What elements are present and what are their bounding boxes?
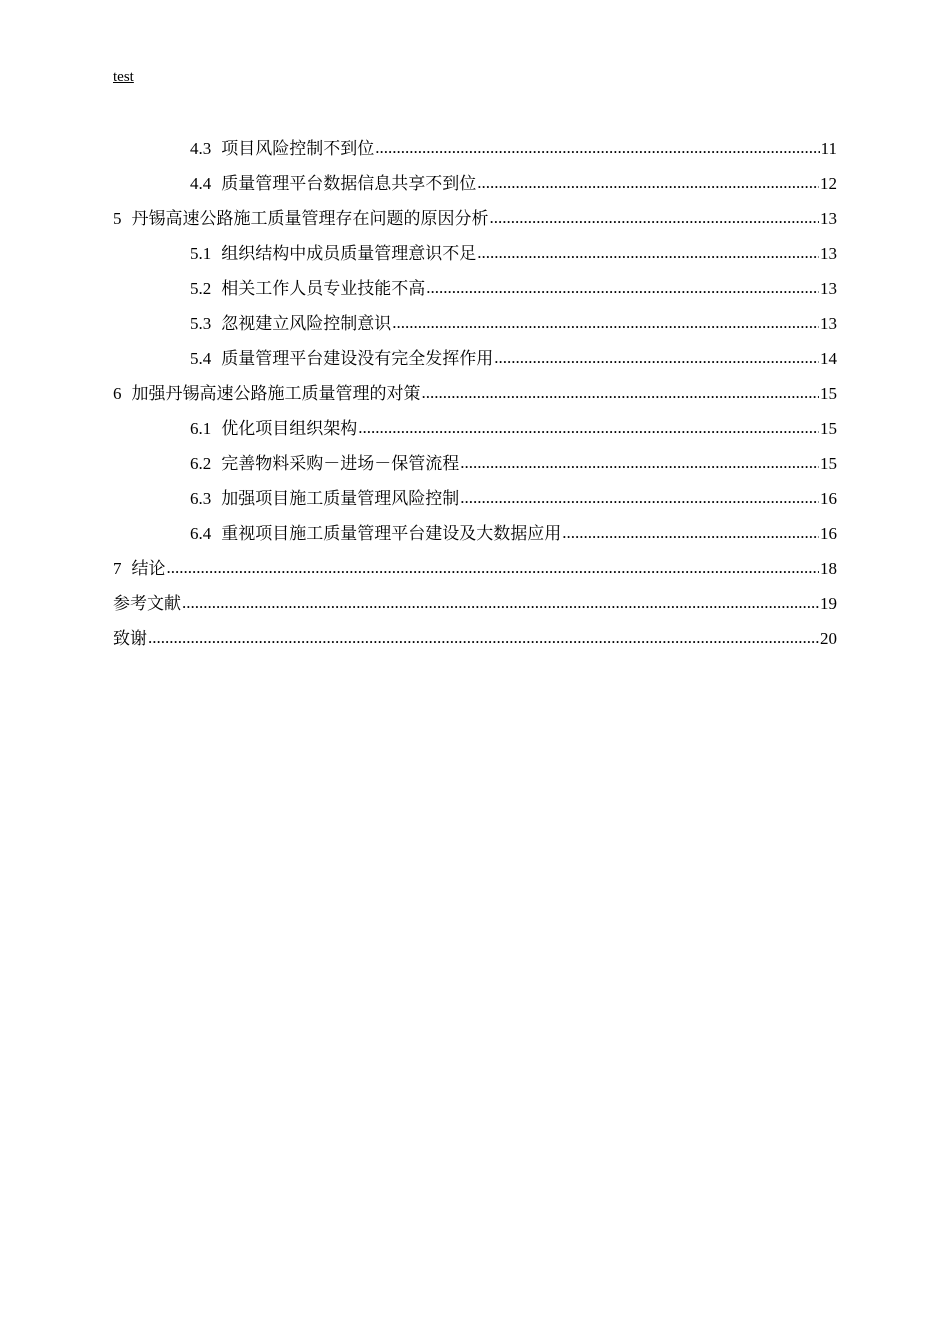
toc-entry-page: 13 xyxy=(820,314,837,333)
toc-leader-dots xyxy=(460,451,819,475)
toc-leader-dots xyxy=(426,276,819,300)
toc-leader-dots xyxy=(182,591,819,615)
toc-entry-5-1[interactable] xyxy=(113,242,837,277)
toc-entry-title: 相关工作人员专业技能不高 xyxy=(221,279,426,298)
toc-entry-number: 6.3 xyxy=(190,489,212,508)
toc-entry-6[interactable] xyxy=(113,382,837,417)
header-link[interactable]: test xyxy=(113,69,134,85)
toc-leader-dots xyxy=(375,136,819,160)
toc-leader-dots xyxy=(392,311,819,335)
toc-entry-title: 致谢 xyxy=(113,629,147,648)
toc-entry-7[interactable] xyxy=(113,557,837,592)
toc-entry-6-2[interactable] xyxy=(113,452,837,487)
toc-entry-6-3[interactable] xyxy=(113,487,837,522)
toc-entry-6-1[interactable] xyxy=(113,417,837,452)
toc-entry-acknowledgements[interactable] xyxy=(113,627,837,662)
toc-entry-title: 重视项目施工质量管理平台建设及大数据应用 xyxy=(221,524,562,543)
toc-entry-number: 6.1 xyxy=(190,419,212,438)
toc-leader-dots xyxy=(477,171,819,195)
toc-entry-number: 4.4 xyxy=(190,174,212,193)
toc-entry-number: 5.1 xyxy=(190,244,212,263)
toc-entry-5-3[interactable] xyxy=(113,312,837,347)
toc-leader-dots xyxy=(562,521,819,545)
toc-entry-title: 忽视建立风险控制意识 xyxy=(221,314,392,333)
toc-entry-6-4[interactable] xyxy=(113,522,837,557)
toc-entry-page: 13 xyxy=(820,279,837,298)
toc-entry-page: 12 xyxy=(820,174,837,193)
toc-entry-5-4[interactable] xyxy=(113,347,837,382)
toc-entry-4-4[interactable] xyxy=(113,172,837,207)
toc-entry-title: 结论 xyxy=(131,559,166,578)
toc-entry-page: 15 xyxy=(820,419,837,438)
toc-entry-title: 优化项目组织架构 xyxy=(221,419,358,438)
toc-leader-dots xyxy=(167,556,820,580)
toc-entry-title: 质量管理平台建设没有完全发挥作用 xyxy=(221,349,494,368)
toc-entry-title: 加强项目施工质量管理风险控制 xyxy=(221,489,460,508)
toc-entry-page: 18 xyxy=(820,559,837,578)
toc-entry-references[interactable] xyxy=(113,592,837,627)
toc-entry-title: 完善物料采购－进场－保管流程 xyxy=(221,454,460,473)
toc-entry-number: 6.2 xyxy=(190,454,212,473)
toc-leader-dots xyxy=(422,381,820,405)
toc-entry-title: 质量管理平台数据信息共享不到位 xyxy=(221,174,477,193)
toc-entry-number: 5 xyxy=(113,209,122,228)
table-of-contents xyxy=(113,137,837,662)
toc-entry-page: 13 xyxy=(820,244,837,263)
toc-entry-title: 参考文献 xyxy=(113,594,181,613)
toc-entry-number: 6 xyxy=(113,384,122,403)
toc-entry-title: 项目风险控制不到位 xyxy=(221,139,375,158)
toc-entry-page: 11 xyxy=(820,139,837,158)
toc-entry-number: 6.4 xyxy=(190,524,212,543)
toc-leader-dots xyxy=(358,416,819,440)
toc-entry-page: 14 xyxy=(820,349,837,368)
toc-entry-5-2[interactable] xyxy=(113,277,837,312)
toc-entry-page: 13 xyxy=(820,209,837,228)
toc-leader-dots xyxy=(460,486,819,510)
toc-entry-5[interactable] xyxy=(113,207,837,242)
toc-entry-title: 组织结构中成员质量管理意识不足 xyxy=(221,244,477,263)
toc-entry-number: 7 xyxy=(113,559,122,578)
toc-entry-page: 16 xyxy=(820,489,837,508)
toc-entry-number: 5.3 xyxy=(190,314,212,333)
toc-entry-number: 5.2 xyxy=(190,279,212,298)
toc-leader-dots xyxy=(490,206,820,230)
toc-entry-number: 4.3 xyxy=(190,139,212,158)
toc-entry-4-3[interactable] xyxy=(113,137,837,172)
toc-entry-page: 16 xyxy=(820,524,837,543)
toc-entry-page: 15 xyxy=(820,384,837,403)
toc-entry-title: 丹锡高速公路施工质量管理存在问题的原因分析 xyxy=(131,209,489,228)
toc-leader-dots xyxy=(477,241,819,265)
toc-entry-title: 加强丹锡高速公路施工质量管理的对策 xyxy=(131,384,421,403)
toc-entry-page: 15 xyxy=(820,454,837,473)
toc-entry-number: 5.4 xyxy=(190,349,212,368)
toc-entry-page: 20 xyxy=(820,629,837,648)
toc-leader-dots xyxy=(148,626,819,650)
toc-entry-page: 19 xyxy=(820,594,837,613)
toc-leader-dots xyxy=(494,346,819,370)
